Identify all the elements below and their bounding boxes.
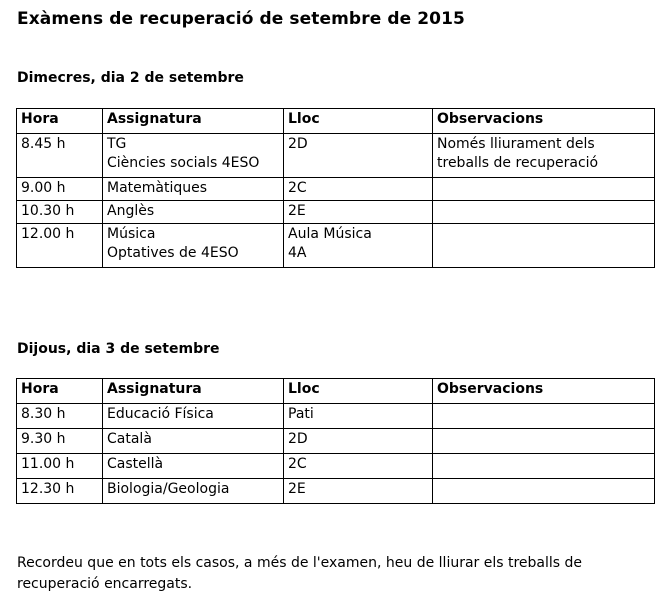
hora-cell: 8.45 h bbox=[17, 134, 103, 178]
table-row bbox=[17, 479, 655, 504]
observacions-cell bbox=[433, 134, 655, 178]
hora-cell: 12.30 h bbox=[17, 479, 103, 504]
lloc-cell bbox=[284, 178, 433, 201]
table-row bbox=[17, 134, 655, 178]
day2-heading: Dijous, dia 3 de setembre bbox=[17, 341, 220, 357]
lloc-line: 2D bbox=[288, 136, 308, 152]
table-row bbox=[17, 429, 655, 454]
assignatura-cell bbox=[103, 404, 284, 429]
assignatura-header: Assignatura bbox=[103, 109, 284, 134]
lloc-cell bbox=[284, 224, 433, 268]
hora-header: Hora bbox=[17, 379, 103, 404]
observacions-cell bbox=[433, 404, 655, 429]
lloc-line: 2E bbox=[288, 203, 306, 219]
assignatura-cell bbox=[103, 201, 284, 224]
lloc-cell bbox=[284, 454, 433, 479]
day2-header-row bbox=[17, 379, 655, 404]
lloc-header: Lloc bbox=[284, 379, 433, 404]
lloc-cell bbox=[284, 429, 433, 454]
observacions-line: treballs de recuperació bbox=[437, 155, 599, 171]
assignatura-line: Anglès bbox=[107, 203, 155, 219]
hora-cell: 9.30 h bbox=[17, 429, 103, 454]
observacions-cell bbox=[433, 201, 655, 224]
observacions-cell bbox=[433, 429, 655, 454]
lloc-line: 2E bbox=[288, 481, 306, 497]
assignatura-line: Castellà bbox=[107, 456, 164, 472]
assignatura-line: Ciències socials 4ESO bbox=[107, 155, 260, 171]
lloc-header: Lloc bbox=[284, 109, 433, 134]
day1-exam-table bbox=[16, 108, 655, 268]
observacions-cell bbox=[433, 479, 655, 504]
assignatura-cell bbox=[103, 178, 284, 201]
table-row bbox=[17, 404, 655, 429]
assignatura-cell bbox=[103, 429, 284, 454]
assignatura-line: Optatives de 4ESO bbox=[107, 245, 239, 261]
observacions-header: Observacions bbox=[433, 109, 655, 134]
hora-cell: 12.00 h bbox=[17, 224, 103, 268]
hora-cell: 8.30 h bbox=[17, 404, 103, 429]
assignatura-line: TG bbox=[107, 136, 127, 152]
assignatura-cell bbox=[103, 224, 284, 268]
lloc-line: 2D bbox=[288, 431, 308, 447]
lloc-cell bbox=[284, 201, 433, 224]
lloc-line: Aula Música bbox=[288, 226, 372, 242]
lloc-line: 4A bbox=[288, 245, 307, 261]
assignatura-line: Biologia/Geologia bbox=[107, 481, 230, 497]
table-row bbox=[17, 201, 655, 224]
observacions-line: Només lliurament dels bbox=[437, 136, 595, 152]
day1-table-body bbox=[17, 134, 655, 268]
observacions-header: Observacions bbox=[433, 379, 655, 404]
table-row bbox=[17, 454, 655, 479]
assignatura-cell bbox=[103, 479, 284, 504]
observacions-cell bbox=[433, 178, 655, 201]
table-row bbox=[17, 178, 655, 201]
reminder-note: Recordeu que en tots els casos, a més de l'examen, heu de lliurar els treballs de recuperació encarregats. bbox=[17, 555, 583, 592]
hora-cell: 9.00 h bbox=[17, 178, 103, 201]
lloc-line: 2C bbox=[288, 456, 307, 472]
hora-cell: 10.30 h bbox=[17, 201, 103, 224]
assignatura-cell bbox=[103, 134, 284, 178]
day1-header-row bbox=[17, 109, 655, 134]
lloc-line: Pati bbox=[288, 406, 314, 422]
day2-table-body bbox=[17, 404, 655, 504]
day2-exam-table bbox=[16, 378, 655, 504]
hora-cell: 11.00 h bbox=[17, 454, 103, 479]
assignatura-line: Matemàtiques bbox=[107, 180, 208, 196]
table-row bbox=[17, 224, 655, 268]
day1-heading: Dimecres, dia 2 de setembre bbox=[17, 70, 244, 86]
lloc-cell bbox=[284, 134, 433, 178]
assignatura-cell bbox=[103, 454, 284, 479]
assignatura-line: Educació Física bbox=[107, 406, 214, 422]
hora-header: Hora bbox=[17, 109, 103, 134]
lloc-cell bbox=[284, 479, 433, 504]
observacions-cell bbox=[433, 224, 655, 268]
observacions-cell bbox=[433, 454, 655, 479]
lloc-cell bbox=[284, 404, 433, 429]
page-title: Exàmens de recuperació de setembre de 2015 bbox=[17, 9, 465, 29]
assignatura-line: Català bbox=[107, 431, 152, 447]
assignatura-line: Música bbox=[107, 226, 156, 242]
lloc-line: 2C bbox=[288, 180, 307, 196]
assignatura-header: Assignatura bbox=[103, 379, 284, 404]
